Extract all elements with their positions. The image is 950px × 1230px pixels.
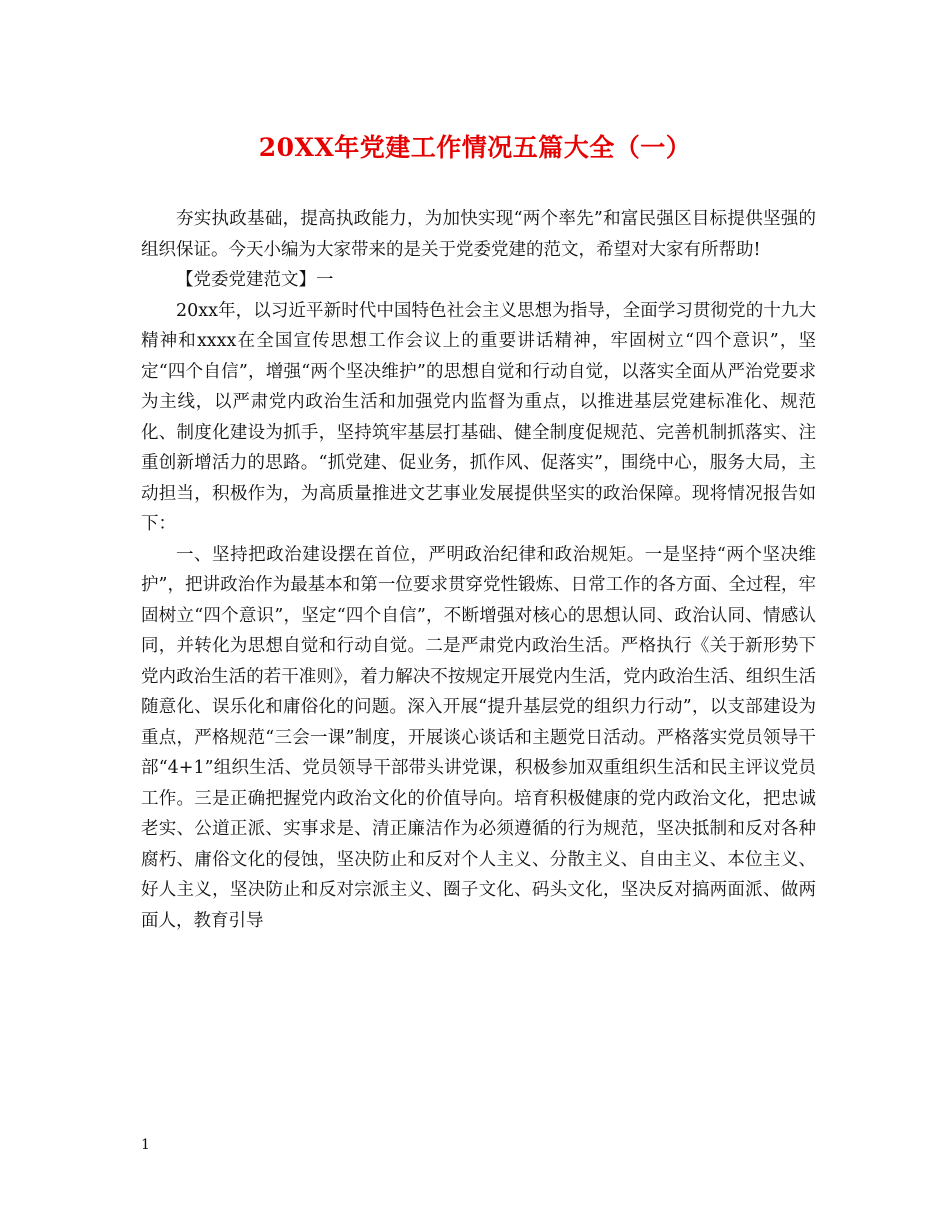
- body-paragraph: 20xx年，以习近平新时代中国特色社会主义思想为指导，全面学习贯彻党的十九大精神和xxxx在全国宣传思想工作会议上的重要讲话精神，牢固树立“四个意识”，坚定“四个自信”，增强“两个坚决维护”的思想自觉和行动自觉，以落实全面从严治党要求为主线，以严肃党内政治生活和加强党内监督为重点，以推进基层党建标准化、规范化、制度化建设为抓手，坚持筑牢基层打基础、健全制度促规范、完善机制抓落实、注重创新增活力的思路。“抓党建、促业务，抓作风、促落实”，围绕中心，服务大局，主动担当，积极作为，为高质量推进文艺事业发展提供坚实的政治保障。现将情况报告如下：: [141, 300, 816, 534]
- document-body: [141, 204, 816, 936]
- intro-paragraph: 夯实执政基础，提高执政能力，为加快实现“两个率先”和富民强区目标提供坚强的组织保证。今天小编为大家带来的是关于党委党建的范文，希望对大家有所帮助!: [141, 209, 816, 260]
- section-heading: 【党委党建范文】一: [176, 270, 334, 290]
- document-title: 20XX年党建工作情况五篇大全（一）: [258, 133, 692, 162]
- body-paragraph: 一、坚持把政治建设摆在首位，严明政治纪律和政治规矩。一是坚持“两个坚决维护”，把讲政治作为最基本和第一位要求贯穿党性锻炼、日常工作的各方面、全过程，牢固树立“四个意识”，坚定“四个自信”，不断增强对核心的思想认同、政治认同、情感认同，并转化为思想自觉和行动自觉。二是严肃党内政治生活。严格执行《关于新形势下党内政治生活的若干准则》，着力解决不按规定开展党内生活，党内政治生活、组织生活随意化、误乐化和庸俗化的问题。深入开展“提升基层党的组织力行动”，以支部建设为重点，严格规范“三会一课”制度，开展谈心谈话和主题党日活动。严格落实党员领导干部“4+1”组织生活、党员领导干部带头讲党课，积极参加双重组织生活和民主评议党员工作。三是正确把握党内政治文化的价值导向。培育积极健康的党内政治文化，把忠诚老实、公道正派、实事求是、清正廉洁作为必须遵循的行为规范，坚决抵制和反对各种腐朽、庸俗文化的侵蚀，坚决防止和反对个人主义、分散主义、自由主义、本位主义、好人主义，坚决防止和反对宗派主义、圈子文化、码头文化，坚决反对搞两面派、做两面人，教育引导: [141, 544, 816, 931]
- page-number: 1: [141, 1137, 150, 1153]
